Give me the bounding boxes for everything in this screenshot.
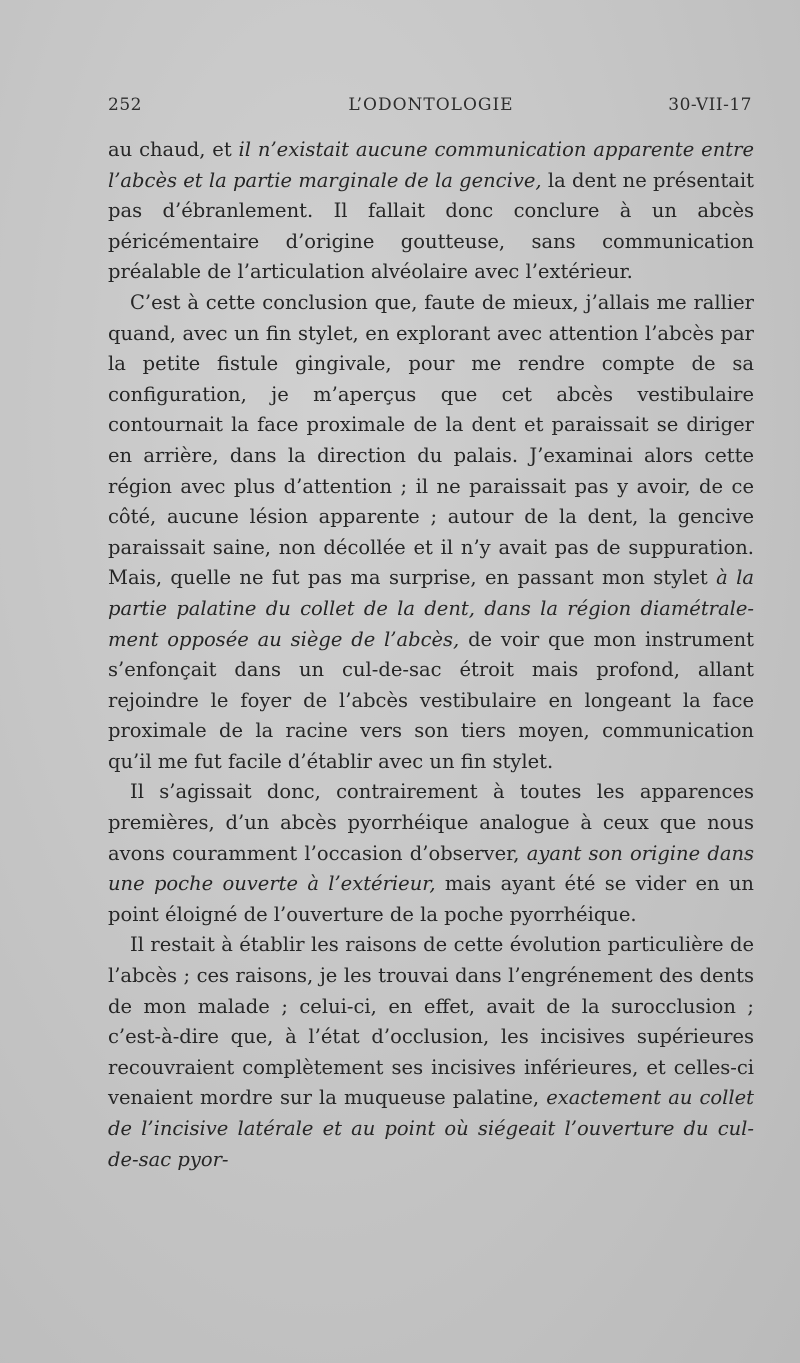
text-run: au chaud, et	[108, 138, 239, 161]
italic-text: il n’existait aucune communication apparente entre l’abcès et la partie marginale de la gencive,	[108, 138, 754, 192]
running-head	[108, 95, 754, 121]
italic-text: à la partie palatine du collet de la dent, dans la région diamétralement opposée au siège de l’abcès,	[108, 566, 755, 651]
paragraph	[108, 777, 754, 930]
text-run: mais ayant été se vider en un point éloigné de l’ouverture de la poche pyorrhéique.	[108, 872, 754, 926]
book-page	[108, 95, 754, 1175]
paragraph	[108, 135, 754, 288]
text-run: la dent ne présentait pas d’ébranlement. Il fallait donc conclure à un abcès péricémentaire d’origine goutteuse, sans communication préalable de l’articulation alvéolaire avec l’extérieur.	[108, 168, 754, 284]
page-number: 252	[108, 95, 142, 115]
text-run: Il restait à établir les raisons de cette évolution particulière de l’abcès ; ces raisons, je les trouvai dans l’engrénement des dents de mon malade ; celui-ci, en effet, avait de la surocclusion ; c’est-à-dire que, à l’état d’occlusion, les incisives supérieures recouvraient complètement ses incisives inférieures, et celles-ci venaient mordre sur la muqueuse palatine,	[108, 933, 754, 1110]
text-run: C’est à cette conclusion que, faute de mieux, j’allais me rallier quand, avec un fin stylet, en explorant avec attention l’abcès par la petite fistule gingivale, pour me rendre compte de sa configuration, je m’aperçus que cet abcès vestibulaire contournait la face proximale de la dent et paraissait se diriger en arrière, dans la direction du palais. J’examinai alors cette région avec plus d’attention ; il ne paraissait pas y avoir, de ce côté, aucune lésion apparente ; autour de la dent, la gencive paraissait saine, non décollée et il n’y avait pas de suppuration. Mais, quelle ne fut pas ma surprise, en passant mon stylet	[108, 290, 754, 590]
issue-date: 30-VII-17	[668, 95, 752, 115]
italic-text: exactement au collet de l’incisive latérale et au point où siégeait l’ouverture du cul-de-sac pyor-	[108, 1086, 754, 1171]
text-run: Il s’agissait donc, contrairement à toutes les apparences premières, d’un abcès pyorrhéique analogue à ceux que nous avons couramment l’occasion d’observer,	[108, 780, 754, 865]
paragraph	[108, 930, 754, 1175]
body-text	[108, 135, 754, 1175]
italic-text: ayant son origine dans une poche ouverte à l’extérieur,	[108, 841, 755, 896]
text-run: de voir que mon instrument s’enfonçait dans un cul-de-sac étroit mais profond, allant rejoindre le foyer de l’abcès vestibulaire en longeant la face proximale de la racine vers son tiers moyen, communication qu’il me fut facile d’établir avec un fin stylet.	[108, 627, 754, 773]
journal-title: L’ODONTOLOGIE	[348, 95, 514, 115]
paragraph	[108, 288, 754, 778]
